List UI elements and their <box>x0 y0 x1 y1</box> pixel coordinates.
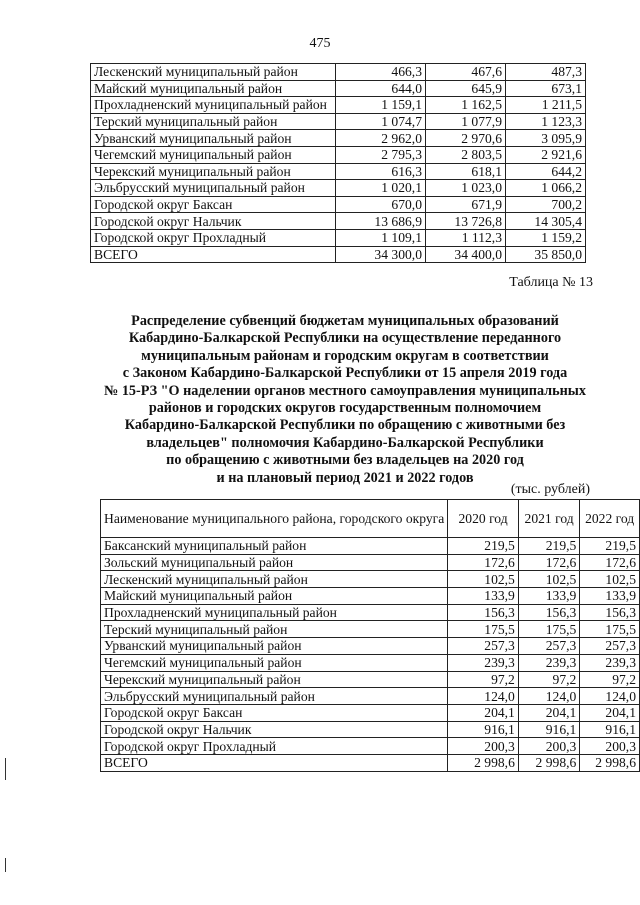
cell-value: 175,5 <box>518 621 579 638</box>
cell-value: 644,0 <box>336 80 426 97</box>
cell-value: 13 726,8 <box>426 213 506 230</box>
title-line: муниципальным районам и городским округам в соответствии <box>141 347 549 364</box>
cell-value: 2 962,0 <box>336 130 426 147</box>
cell-value: 670,0 <box>336 196 426 213</box>
cell-value: 219,5 <box>448 538 519 555</box>
cell-value: 1 020,1 <box>336 180 426 197</box>
cell-name: Лескенский муниципальный район <box>101 571 448 588</box>
title-line: и на плановый период 2021 и 2022 годов <box>216 469 474 486</box>
cell-value: 2 921,6 <box>506 146 586 163</box>
title-line: № 15-РЗ "О наделении органов местного самоуправления муниципальных <box>104 382 586 399</box>
table-row <box>101 754 640 771</box>
table-number: Таблица № 13 <box>509 275 593 290</box>
cell-name: Городской округ Баксан <box>91 196 336 213</box>
cell-value: 200,3 <box>448 738 519 755</box>
cell-name: Городской округ Прохладный <box>101 738 448 755</box>
cell-value: 700,2 <box>506 196 586 213</box>
header-2020: 2020 год <box>448 500 519 538</box>
cell-value: 1 123,3 <box>506 113 586 130</box>
title-line: Распределение субвенций бюджетам муниципальных образований <box>131 313 559 329</box>
cell-value: 1 074,7 <box>336 113 426 130</box>
cell-name: Урванский муниципальный район <box>91 130 336 147</box>
cell-value: 102,5 <box>448 571 519 588</box>
cell-value: 618,1 <box>426 163 506 180</box>
scan-mark <box>5 758 6 780</box>
cell-value: 2 998,6 <box>580 754 640 771</box>
cell-value: 102,5 <box>580 571 640 588</box>
cell-name: Городской округ Баксан <box>101 704 448 721</box>
cell-value: 1 112,3 <box>426 229 506 246</box>
header-2021: 2021 год <box>518 500 579 538</box>
cell-value: 673,1 <box>506 80 586 97</box>
cell-value: 97,2 <box>518 671 579 688</box>
cell-value: 257,3 <box>580 638 640 655</box>
cell-name: Урванский муниципальный район <box>101 638 448 655</box>
cell-name: ВСЕГО <box>101 754 448 771</box>
table-row <box>101 688 640 705</box>
cell-value: 1 077,9 <box>426 113 506 130</box>
cell-value: 34 300,0 <box>336 246 426 263</box>
cell-value: 204,1 <box>448 704 519 721</box>
table-row <box>101 738 640 755</box>
cell-value: 200,3 <box>580 738 640 755</box>
title-line: Кабардино-Балкарской Республики по обращению с животными без <box>124 417 566 434</box>
cell-name: Терский муниципальный район <box>101 621 448 638</box>
cell-value: 124,0 <box>580 688 640 705</box>
table-row <box>101 638 640 655</box>
cell-value: 916,1 <box>448 721 519 738</box>
title-line: с Законом Кабардино-Балкарской Республики от 15 апреля 2019 года <box>122 365 568 382</box>
cell-name: Прохладненский муниципальный район <box>91 97 336 114</box>
table-row <box>101 588 640 605</box>
table-row <box>91 97 586 114</box>
cell-value: 124,0 <box>518 688 579 705</box>
cell-value: 1 159,2 <box>506 229 586 246</box>
cell-value: 671,9 <box>426 196 506 213</box>
cell-value: 133,9 <box>518 588 579 605</box>
table-row <box>91 80 586 97</box>
cell-name: Лескенский муниципальный район <box>91 64 336 81</box>
cell-value: 172,6 <box>448 554 519 571</box>
cell-value: 219,5 <box>580 538 640 555</box>
cell-value: 1 211,5 <box>506 97 586 114</box>
cell-value: 124,0 <box>448 688 519 705</box>
cell-name: Городской округ Нальчик <box>91 213 336 230</box>
cell-name: Майский муниципальный район <box>91 80 336 97</box>
scan-mark <box>5 858 6 872</box>
cell-name: Чегемский муниципальный район <box>101 654 448 671</box>
header-2022: 2022 год <box>580 500 640 538</box>
table-title <box>80 313 610 487</box>
cell-value: 1 023,0 <box>426 180 506 197</box>
cell-name: Черекский муниципальный район <box>91 163 336 180</box>
cell-name: Чегемский муниципальный район <box>91 146 336 163</box>
cell-value: 2 795,3 <box>336 146 426 163</box>
table-row <box>91 64 586 81</box>
page-number: 475 <box>309 36 331 51</box>
cell-value: 102,5 <box>518 571 579 588</box>
cell-name: Зольский муниципальный район <box>101 554 448 571</box>
table-row <box>101 621 640 638</box>
table-row <box>91 246 586 263</box>
cell-name: Городской округ Прохладный <box>91 229 336 246</box>
cell-value: 239,3 <box>448 654 519 671</box>
cell-value: 467,6 <box>426 64 506 81</box>
allocation-table-continued <box>90 63 586 263</box>
cell-value: 34 400,0 <box>426 246 506 263</box>
table-row <box>91 113 586 130</box>
table-row <box>101 554 640 571</box>
cell-value: 156,3 <box>518 604 579 621</box>
cell-value: 156,3 <box>580 604 640 621</box>
cell-name: Баксанский муниципальный район <box>101 538 448 555</box>
cell-value: 644,2 <box>506 163 586 180</box>
cell-value: 219,5 <box>518 538 579 555</box>
table-row <box>91 130 586 147</box>
table-row <box>91 146 586 163</box>
table-row <box>101 704 640 721</box>
table-row <box>91 163 586 180</box>
cell-value: 133,9 <box>580 588 640 605</box>
header-name: Наименование муниципального района, городского округа <box>101 500 448 538</box>
table-header-row <box>101 500 640 538</box>
table-row <box>101 538 640 555</box>
cell-value: 35 850,0 <box>506 246 586 263</box>
table-row <box>91 180 586 197</box>
cell-value: 156,3 <box>448 604 519 621</box>
cell-name: ВСЕГО <box>91 246 336 263</box>
cell-value: 645,9 <box>426 80 506 97</box>
cell-name: Черекский муниципальный район <box>101 671 448 688</box>
cell-name: Майский муниципальный район <box>101 588 448 605</box>
cell-name: Прохладненский муниципальный район <box>101 604 448 621</box>
cell-value: 1 162,5 <box>426 97 506 114</box>
cell-value: 1 109,1 <box>336 229 426 246</box>
cell-name: Эльбрусский муниципальный район <box>91 180 336 197</box>
cell-value: 2 970,6 <box>426 130 506 147</box>
cell-value: 616,3 <box>336 163 426 180</box>
units-label: (тыс. рублей) <box>510 482 590 497</box>
table-row <box>91 196 586 213</box>
title-line: владельцев" полномочия Кабардино-Балкарской Республики <box>146 434 544 451</box>
title-line: Кабардино-Балкарской Республики на осуществление переданного <box>128 330 562 347</box>
cell-value: 2 803,5 <box>426 146 506 163</box>
table-row <box>91 229 586 246</box>
cell-name: Городской округ Нальчик <box>101 721 448 738</box>
cell-value: 3 095,9 <box>506 130 586 147</box>
cell-value: 175,5 <box>580 621 640 638</box>
cell-value: 2 998,6 <box>518 754 579 771</box>
table-row <box>101 654 640 671</box>
cell-value: 257,3 <box>518 638 579 655</box>
table-row <box>91 213 586 230</box>
cell-value: 916,1 <box>518 721 579 738</box>
cell-value: 204,1 <box>580 704 640 721</box>
cell-value: 239,3 <box>518 654 579 671</box>
cell-value: 13 686,9 <box>336 213 426 230</box>
cell-value: 204,1 <box>518 704 579 721</box>
title-line: по обращению с животными без владельцев на 2020 год <box>166 452 524 469</box>
cell-name: Эльбрусский муниципальный район <box>101 688 448 705</box>
cell-value: 257,3 <box>448 638 519 655</box>
table-row <box>101 671 640 688</box>
cell-value: 200,3 <box>518 738 579 755</box>
cell-value: 466,3 <box>336 64 426 81</box>
cell-value: 172,6 <box>518 554 579 571</box>
cell-value: 133,9 <box>448 588 519 605</box>
table-row <box>101 721 640 738</box>
table-row <box>101 604 640 621</box>
cell-value: 172,6 <box>580 554 640 571</box>
cell-value: 239,3 <box>580 654 640 671</box>
cell-value: 97,2 <box>448 671 519 688</box>
cell-value: 916,1 <box>580 721 640 738</box>
cell-value: 487,3 <box>506 64 586 81</box>
cell-value: 1 159,1 <box>336 97 426 114</box>
cell-name: Терский муниципальный район <box>91 113 336 130</box>
cell-value: 2 998,6 <box>448 754 519 771</box>
table-row <box>101 571 640 588</box>
cell-value: 97,2 <box>580 671 640 688</box>
cell-value: 175,5 <box>448 621 519 638</box>
cell-value: 14 305,4 <box>506 213 586 230</box>
cell-value: 1 066,2 <box>506 180 586 197</box>
subvention-table <box>100 499 640 772</box>
title-line: районов и городских округов государственным полномочием <box>148 400 542 417</box>
